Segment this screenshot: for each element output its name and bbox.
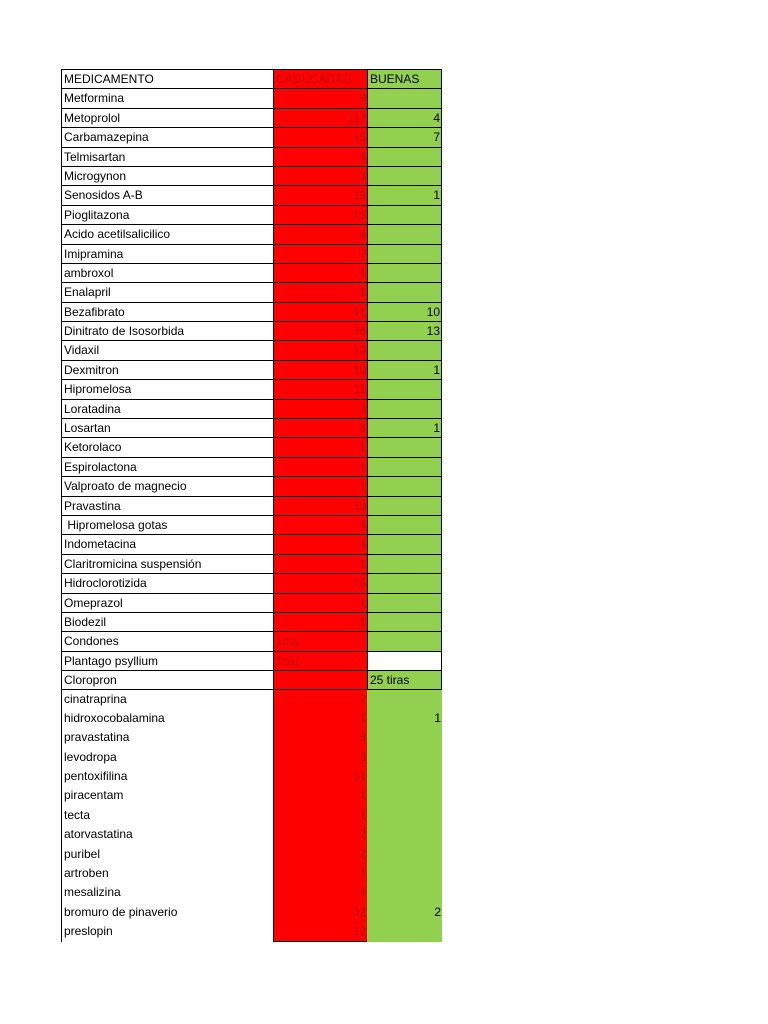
buenas-cell[interactable] [367,631,442,650]
medication-name-cell[interactable]: Dexmitron [61,360,273,379]
buenas-cell[interactable]: 4 [367,108,442,127]
table-row [61,651,442,670]
buenas-cell[interactable] [367,554,442,573]
buenas-cell[interactable]: 1 [367,185,442,204]
medication-name-cell[interactable]: mesalizina [61,883,273,902]
medication-name-cell[interactable]: pentoxifilina [61,767,273,786]
buenas-cell[interactable] [367,651,442,670]
caducadas-cell[interactable]: 16 [273,573,367,592]
buenas-cell[interactable] [367,244,442,263]
buenas-cell[interactable]: 1 [367,360,442,379]
buenas-cell[interactable] [367,883,442,902]
medication-name-cell[interactable]: Imipramina [61,244,273,263]
caducadas-cell[interactable]: 32 [273,903,367,922]
caducadas-cell[interactable]: 10 [273,496,367,515]
buenas-cell[interactable] [367,437,442,456]
caducadas-cell[interactable]: 8 [273,728,367,747]
caducadas-cell[interactable]: 4 [273,534,367,553]
caducadas-cell[interactable]: 1 [273,612,367,631]
table-row [61,864,442,883]
caducadas-cell[interactable]: 1 [273,554,367,573]
table-row [61,554,442,573]
caducadas-cell[interactable]: 117 [273,108,367,127]
table-row [61,457,442,476]
caducadas-cell[interactable]: 12 [273,922,367,941]
buenas-cell[interactable]: 1 [367,418,442,437]
buenas-cell[interactable] [367,88,442,107]
table-row [61,690,442,709]
medication-name-cell[interactable]: atorvastatina [61,825,273,844]
caducadas-cell[interactable]: 6 [273,224,367,243]
caducadas-cell[interactable]: 4 [273,515,367,534]
table-row [61,825,442,844]
table-row [61,883,442,902]
caducadas-cell[interactable]: 16 [273,127,367,146]
table-row [61,593,442,612]
buenas-cell[interactable] [367,205,442,224]
buenas-cell[interactable]: 10 [367,302,442,321]
table-row [61,631,442,650]
table-row [61,379,442,398]
buenas-cell[interactable] [367,593,442,612]
buenas-cell[interactable] [367,612,442,631]
table-row [61,399,442,418]
caducadas-cell[interactable]: 2 [273,845,367,864]
caducadas-cell[interactable]: 1 [273,263,367,282]
medication-name-cell[interactable]: puribel [61,845,273,864]
caducadas-cell[interactable]: 2 [273,825,367,844]
medication-name-cell[interactable]: Losartan [61,418,273,437]
buenas-cell[interactable]: 1 [367,709,442,728]
table-header-row [61,69,442,88]
caducadas-cell[interactable]: 1caj [273,651,367,670]
buenas-cell[interactable]: 25 tiras [367,670,442,689]
caducadas-cell[interactable]: 11 [273,379,367,398]
caducadas-cell[interactable]: 6 [273,418,367,437]
caducadas-cell[interactable]: 19 [273,185,367,204]
buenas-cell[interactable] [367,263,442,282]
buenas-cell[interactable] [367,573,442,592]
table-row [61,340,442,359]
table-row [61,748,442,767]
header-buenas[interactable]: BUENAS [367,69,442,88]
caducadas-cell[interactable]: 10 [273,360,367,379]
header-caducadas[interactable]: CADUCADAS [273,69,367,88]
caducadas-cell[interactable]: 36 [273,321,367,340]
medication-name-cell[interactable]: hidroxocobalamina [61,709,273,728]
medication-name-cell[interactable]: pravastatina [61,728,273,747]
medication-name-cell[interactable]: Pioglitazona [61,205,273,224]
table-row [61,205,442,224]
table-row [61,360,442,379]
caducadas-cell[interactable]: 3 [273,748,367,767]
medication-name-cell[interactable]: Senosidos A-B [61,185,273,204]
buenas-cell[interactable] [367,166,442,185]
medication-name-cell[interactable]: Acido acetilsalicilico [61,224,273,243]
medication-name-cell[interactable]: bromuro de pinaverio [61,903,273,922]
caducadas-cell[interactable]: 1 [273,786,367,805]
medication-name-cell[interactable]: Loratadina [61,399,273,418]
medication-name-cell[interactable]: tecta [61,806,273,825]
medication-name-cell[interactable]: Plantago psyllium [61,651,273,670]
caducadas-cell[interactable]: 10 [273,340,367,359]
header-medicamento[interactable]: MEDICAMENTO [61,69,273,88]
caducadas-cell[interactable]: 11 [273,767,367,786]
buenas-cell[interactable] [367,806,442,825]
table-row [61,496,442,515]
caducadas-cell[interactable]: 1 [273,593,367,612]
medication-name-cell[interactable]: Pravastina [61,496,273,515]
buenas-cell[interactable] [367,399,442,418]
medication-name-cell[interactable]: artroben [61,864,273,883]
table-row [61,185,442,204]
table-row [61,437,442,456]
table-row [61,903,442,922]
medication-name-cell[interactable]: Metoprolol [61,108,273,127]
buenas-cell[interactable] [367,340,442,359]
table-row [61,282,442,301]
buenas-cell[interactable] [367,282,442,301]
medication-name-cell[interactable]: Carbamazepina [61,127,273,146]
medication-name-cell[interactable]: Claritromicina suspensión [61,554,273,573]
medication-name-cell[interactable]: Indometacina [61,534,273,553]
buenas-cell[interactable] [367,147,442,166]
medication-name-cell[interactable]: Vidaxil [61,340,273,359]
caducadas-cell[interactable]: 3 [273,399,367,418]
caducadas-cell[interactable]: 1caj [273,631,367,650]
table-row [61,534,442,553]
table-row [61,476,442,495]
caducadas-cell[interactable]: 4 [273,883,367,902]
medication-name-cell[interactable]: Cloropron [61,670,273,689]
table-row [61,244,442,263]
buenas-cell[interactable] [367,379,442,398]
medication-name-cell[interactable]: preslopin [61,922,273,941]
buenas-cell[interactable] [367,457,442,476]
buenas-cell[interactable] [367,690,442,709]
medication-name-cell[interactable]: piracentam [61,786,273,805]
buenas-cell[interactable] [367,767,442,786]
buenas-cell[interactable] [367,534,442,553]
medication-name-cell[interactable]: levodropa [61,748,273,767]
buenas-cell[interactable]: 13 [367,321,442,340]
caducadas-cell[interactable]: 1 [273,709,367,728]
caducadas-cell[interactable] [273,670,367,689]
buenas-cell[interactable] [367,515,442,534]
table-body [61,88,442,941]
medication-name-cell[interactable]: Omeprazol [61,593,273,612]
medication-name-cell[interactable]: Hipromelosa [61,379,273,398]
buenas-cell[interactable] [367,845,442,864]
buenas-cell[interactable] [367,825,442,844]
caducadas-cell[interactable]: 1 [273,437,367,456]
medication-name-cell[interactable]: Biodezil [61,612,273,631]
table-row [61,321,442,340]
table-row [61,108,442,127]
caducadas-cell[interactable]: 1 [273,457,367,476]
medication-name-cell[interactable]: Telmisartan [61,147,273,166]
buenas-cell[interactable]: 7 [367,127,442,146]
medication-name-cell[interactable]: Bezafibrato [61,302,273,321]
caducadas-cell[interactable]: 1 [273,282,367,301]
table-row [61,845,442,864]
table-row [61,515,442,534]
table-row [61,147,442,166]
table-row [61,573,442,592]
medication-name-cell[interactable]: Ketorolaco [61,437,273,456]
table-row [61,767,442,786]
medication-name-cell[interactable]: Valproato de magnecio [61,476,273,495]
buenas-cell[interactable] [367,922,442,941]
table-row [61,786,442,805]
table-row [61,302,442,321]
buenas-cell[interactable] [367,728,442,747]
table-row [61,166,442,185]
buenas-cell[interactable] [367,496,442,515]
caducadas-cell[interactable]: 3 [273,166,367,185]
table-row [61,728,442,747]
caducadas-cell[interactable]: 1 [273,806,367,825]
caducadas-cell[interactable]: 15 [273,205,367,224]
buenas-cell[interactable] [367,476,442,495]
table-row [61,127,442,146]
medication-name-cell[interactable]: Espirolactona [61,457,273,476]
table-row [61,224,442,243]
table-row [61,88,442,107]
caducadas-cell[interactable]: 7 [273,244,367,263]
medication-name-cell[interactable]: Hidroclorotizida [61,573,273,592]
medication-name-cell[interactable]: ambroxol [61,263,273,282]
buenas-cell[interactable] [367,786,442,805]
medication-table [61,69,442,942]
table-row [61,806,442,825]
medication-name-cell[interactable]: Hipromelosa gotas [61,515,273,534]
caducadas-cell[interactable]: 1 [273,864,367,883]
medication-name-cell[interactable]: Microgynon [61,166,273,185]
medication-name-cell[interactable]: Condones [61,631,273,650]
buenas-cell[interactable]: 2 [367,903,442,922]
caducadas-cell[interactable]: 1 [273,476,367,495]
medication-name-cell[interactable]: cinatraprina [61,690,273,709]
caducadas-cell[interactable]: 9 [273,88,367,107]
table-row [61,612,442,631]
table-row [61,709,442,728]
medication-name-cell[interactable]: Enalapril [61,282,273,301]
caducadas-cell[interactable]: 41 [273,302,367,321]
buenas-cell[interactable] [367,864,442,883]
medication-name-cell[interactable]: Dinitrato de Isosorbida [61,321,273,340]
table-row [61,670,442,689]
table-row [61,418,442,437]
buenas-cell[interactable] [367,748,442,767]
table-row [61,263,442,282]
caducadas-cell[interactable]: 4 [273,147,367,166]
caducadas-cell[interactable]: 2 [273,690,367,709]
medication-name-cell[interactable]: Metformina [61,88,273,107]
buenas-cell[interactable] [367,224,442,243]
table-row [61,922,442,941]
